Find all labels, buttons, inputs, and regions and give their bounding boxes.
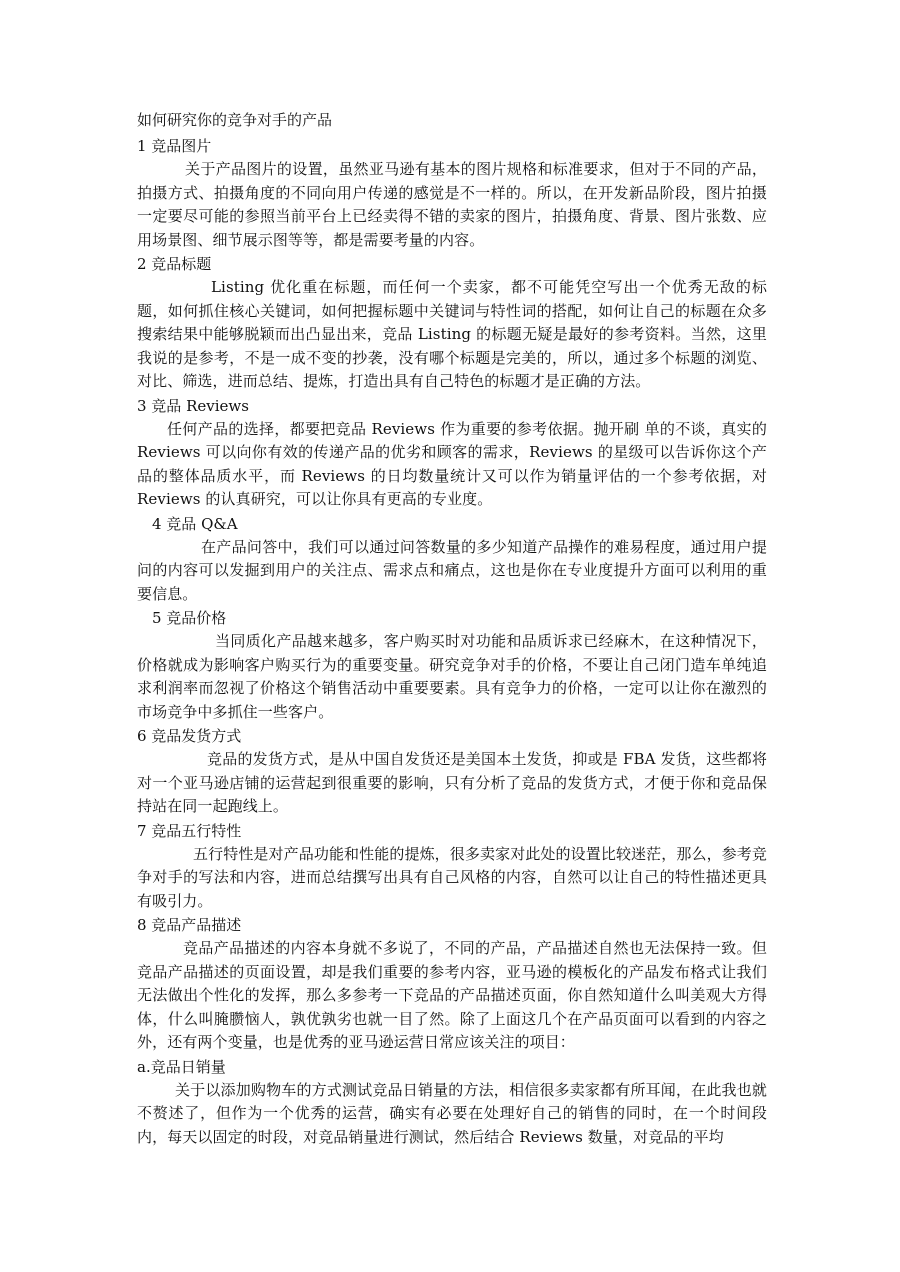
section-heading: 1 竞品图片 [137, 137, 212, 155]
section-paragraph: 竞品产品描述的内容本身就不多说了，不同的产品，产品描述自然也无法保持一致。但竞品产品描述的页面设置，却是我们重要的参考内容，亚马逊的模板化的产品发布格式让我们无法做出个性化的发挥，那么多参考一下竞品的产品描述页面，你自然知道什么叫美观大方得体，什么叫腌臜恼人，孰优孰劣也就一目了然。除了上面这几个在产品页面可以看到的内容之外，还有两个变量，也是优秀的亚马逊运营日常应该关注的项目： [137, 939, 767, 1051]
section-product-images [137, 134, 767, 252]
section-product-reviews [137, 394, 767, 512]
section-daily-sales [137, 1055, 767, 1150]
section-heading: a.竞品日销量 [137, 1057, 226, 1076]
section-paragraph: 五行特性是对产品功能和性能的提炼，很多卖家对此处的设置比较迷茫，那么，参考竞争对手的写法和内容，进而总结撰写出具有自己风格的内容，自然可以让自己的特性描述更具有吸引力。 [137, 844, 767, 910]
section-heading: 7 竞品五行特性 [137, 821, 242, 840]
section-paragraph: Listing 优化重在标题，而任何一个卖家，都不可能凭空写出一个优秀无敌的标题，如何抓住核心关键词，如何把握标题中关键词与特性词的搭配，如何让自己的标题在众多搜索结果中能够脱颖而出凸显出来，竞品 Listing 的标题无疑是最好的参考资料。当然，这里我说的是参考，不是一成不变的抄袭，没有哪个标题是完美的，所以，通过多个标题的浏览、对比、筛选，进而总结、提炼，打造出具有自己特色的标题才是正确的方法。 [137, 278, 767, 390]
section-product-description [137, 913, 767, 1055]
section-paragraph: 关于以添加购物车的方式测试竞品日销量的方法，相信很多卖家都有所耳闻，在此我也就不赘述了，但作为一个优秀的运营，确实有必要在处理好自己的销售的同时，在一个时间段内，每天以固定的时段，对竞品销量进行测试，然后结合 Reviews 数量，对竞品的平均 [137, 1080, 767, 1146]
section-heading: 5 竞品价格 [152, 609, 227, 627]
section-product-price [137, 606, 767, 724]
section-product-qa [137, 512, 767, 607]
section-paragraph: 任何产品的选择，都要把竞品 Reviews 作为重要的参考依据。抛开刷 单的不谈，真实的 Reviews 可以向你有效的传递产品的优劣和顾客的需求，Reviews 的星级可以告诉你这个产品的整体品质水平，而 Reviews 的日均数量统计又可以作为销量评估的一个参考依据，对 Reviews 的认真研究，可以让你具有更高的专业度。 [137, 419, 767, 508]
section-heading: 2 竞品标题 [137, 255, 212, 273]
section-product-bullet-points [137, 819, 767, 914]
section-product-title [137, 252, 767, 394]
document-title: 如何研究你的竞争对手的产品 [137, 111, 333, 129]
section-product-shipping [137, 724, 767, 819]
section-heading: 4 竞品 Q&A [152, 514, 238, 533]
section-paragraph: 竞品的发货方式，是从中国自发货还是美国本土发货，抑或是 FBA 发货，这些都将对一个亚马逊店铺的运营起到很重要的影响，只有分析了竞品的发货方式，才便于你和竞品保持站在同一起跑线上。 [137, 750, 767, 815]
section-paragraph: 在产品问答中，我们可以通过问答数量的多少知道产品操作的难易程度，通过用户提问的内容可以发掘到用户的关注点、需求点和痛点，这也是你在专业度提升方面可以利用的重要信息。 [137, 537, 767, 603]
section-paragraph: 当同质化产品越来越多，客户购买时对功能和品质诉求已经麻木，在这种情况下，价格就成为影响客户购买行为的重要变量。研究竞争对手的价格，不要让自己闭门造车单纯追求利润率而忽视了价格这个销售活动中重要要素。具有竞争力的价格，一定可以让你在激烈的市场竞争中多抓住一些客户。 [137, 632, 767, 721]
document-page [137, 108, 767, 1149]
section-paragraph: 关于产品图片的设置，虽然亚马逊有基本的图片规格和标准要求，但对于不同的产品，拍摄方式、拍摄角度的不同向用户传递的感觉是不一样的。所以，在开发新品阶段，图片拍摄一定要尽可能的参照当前平台上已经卖得不错的卖家的图片，拍摄角度、背景、图片张数、应用场景图、细节展示图等等，都是需要考量的内容。 [137, 160, 767, 249]
section-heading: 8 竞品产品描述 [137, 916, 242, 934]
section-heading: 6 竞品发货方式 [137, 727, 242, 745]
section-heading: 3 竞品 Reviews [137, 396, 249, 415]
